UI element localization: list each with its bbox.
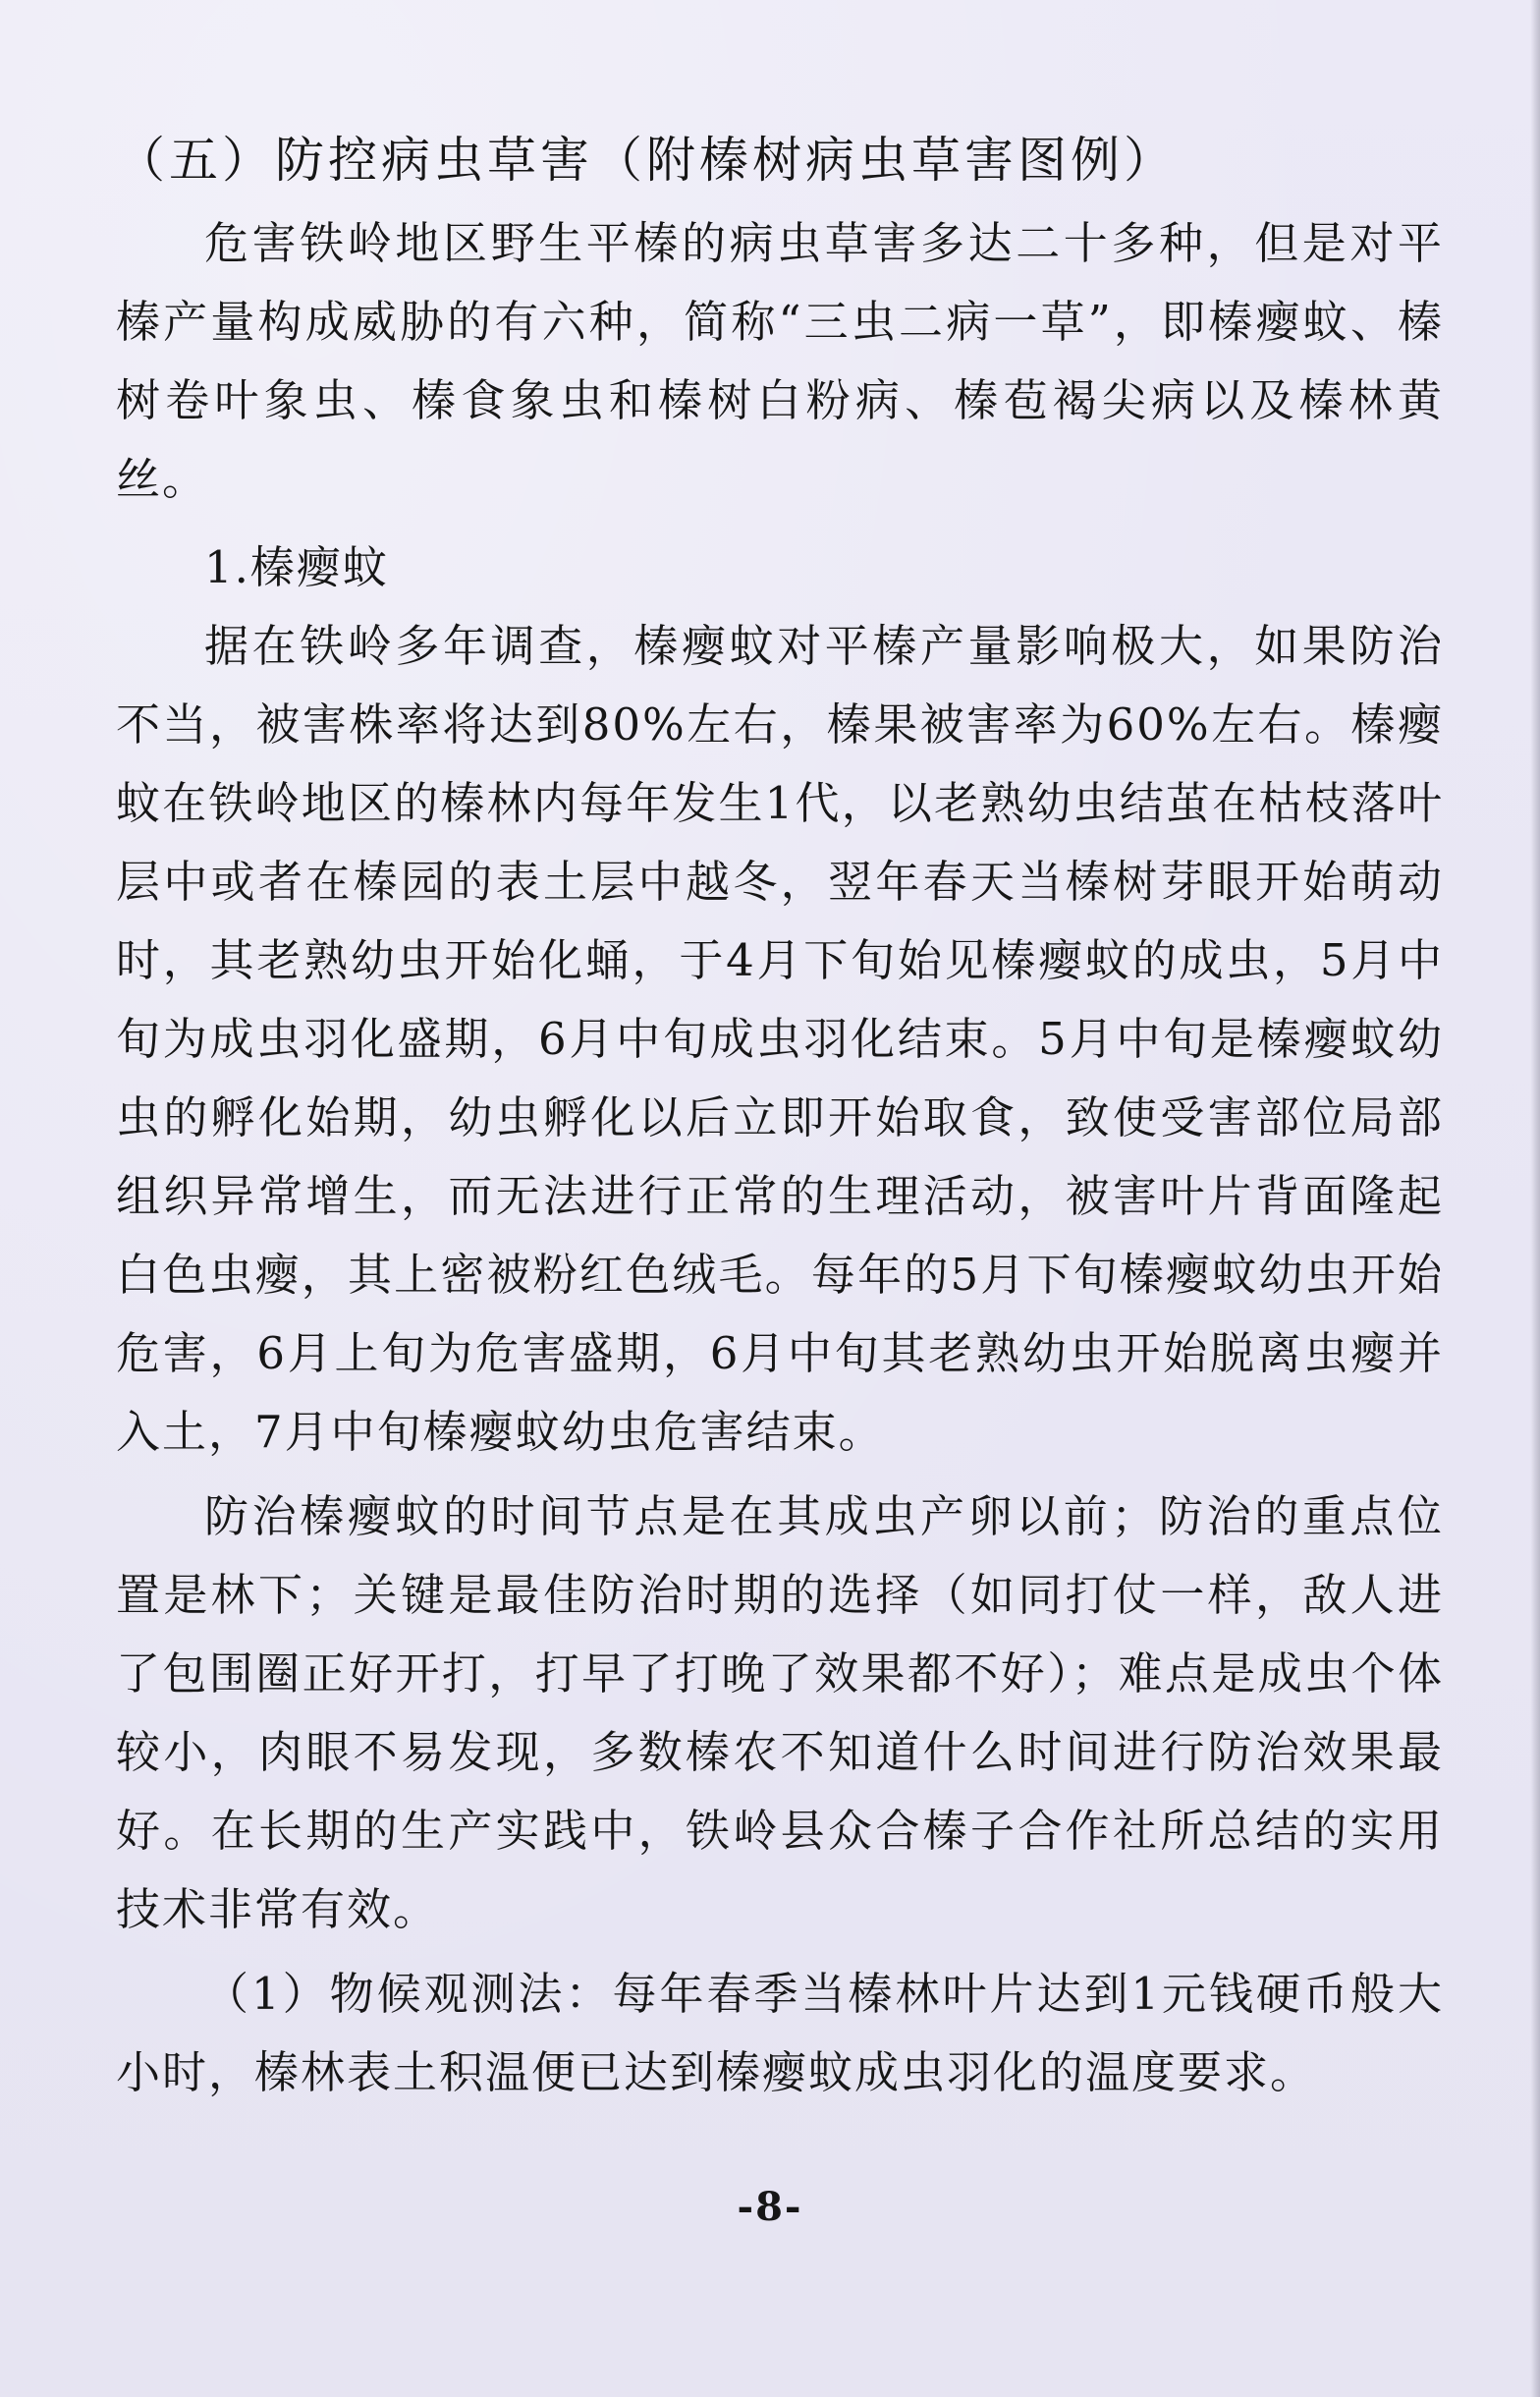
paragraph-lifecycle: 据在铁岭多年调查，榛瘿蚊对平榛产量影响极大，如果防治不当，被害株率将达到80%左右，榛果被害率为60%左右。榛瘿蚊在铁岭地区的榛林内每年发生1代，以老熟幼虫结茧在枯枝落叶层中或者在榛园的表土层中越冬，翌年春天当榛树芽眼开始萌动时，其老熟幼虫开始化蛹，于4月下旬始见榛瘿蚊的成虫，5月中旬为成虫羽化盛期，6月中旬成虫羽化结束。5月中旬是榛瘿蚊幼虫的孵化始期，幼虫孵化以后立即开始取食，致使受害部位局部组织异常增生，而无法进行正常的生理活动，被害叶片背面隆起白色虫瘿，其上密被粉红色绒毛。每年的5月下旬榛瘿蚊幼虫开始危害，6月上旬为危害盛期，6月中旬其老熟幼虫开始脱离虫瘿并入土，7月中旬榛瘿蚊幼虫危害结束。 [116,620,1444,1458]
subsection-title: 1.榛瘿蚊 [204,541,389,593]
section-heading: （五）防控病虫草害（附榛树病虫草害图例） [116,132,1177,189]
intro-paragraph: 危害铁岭地区野生平榛的病虫草害多达二十多种，但是对平榛产量构成威胁的有六种，简称“三虫二病一草”，即榛瘿蚊、榛树卷叶象虫、榛食象虫和榛树白粉病、榛苞褐尖病以及榛林黄丝。 [116,217,1444,505]
page-edge-shadow [1530,0,1540,2397]
page-content [116,116,1444,2112]
paragraph-phenology-method: （1）物候观测法：每年春季当榛林叶片达到1元钱硬币般大小时，榛林表土积温便已达到榛瘿蚊成虫羽化的温度要求。 [116,1968,1444,2098]
paragraph-control: 防治榛瘿蚊的时间节点是在其成虫产卵以前；防治的重点位置是林下；关键是最佳防治时期的选择（如同打仗一样，敌人进了包围圈正好开打，打早了打晚了效果都不好）；难点是成虫个体较小，肉眼不易发现，多数榛农不知道什么时间进行防治效果最好。在长期的生产实践中，铁岭县众合榛子合作社所总结的实用技术非常有效。 [116,1490,1444,1935]
page-number: -8- [737,2184,803,2230]
